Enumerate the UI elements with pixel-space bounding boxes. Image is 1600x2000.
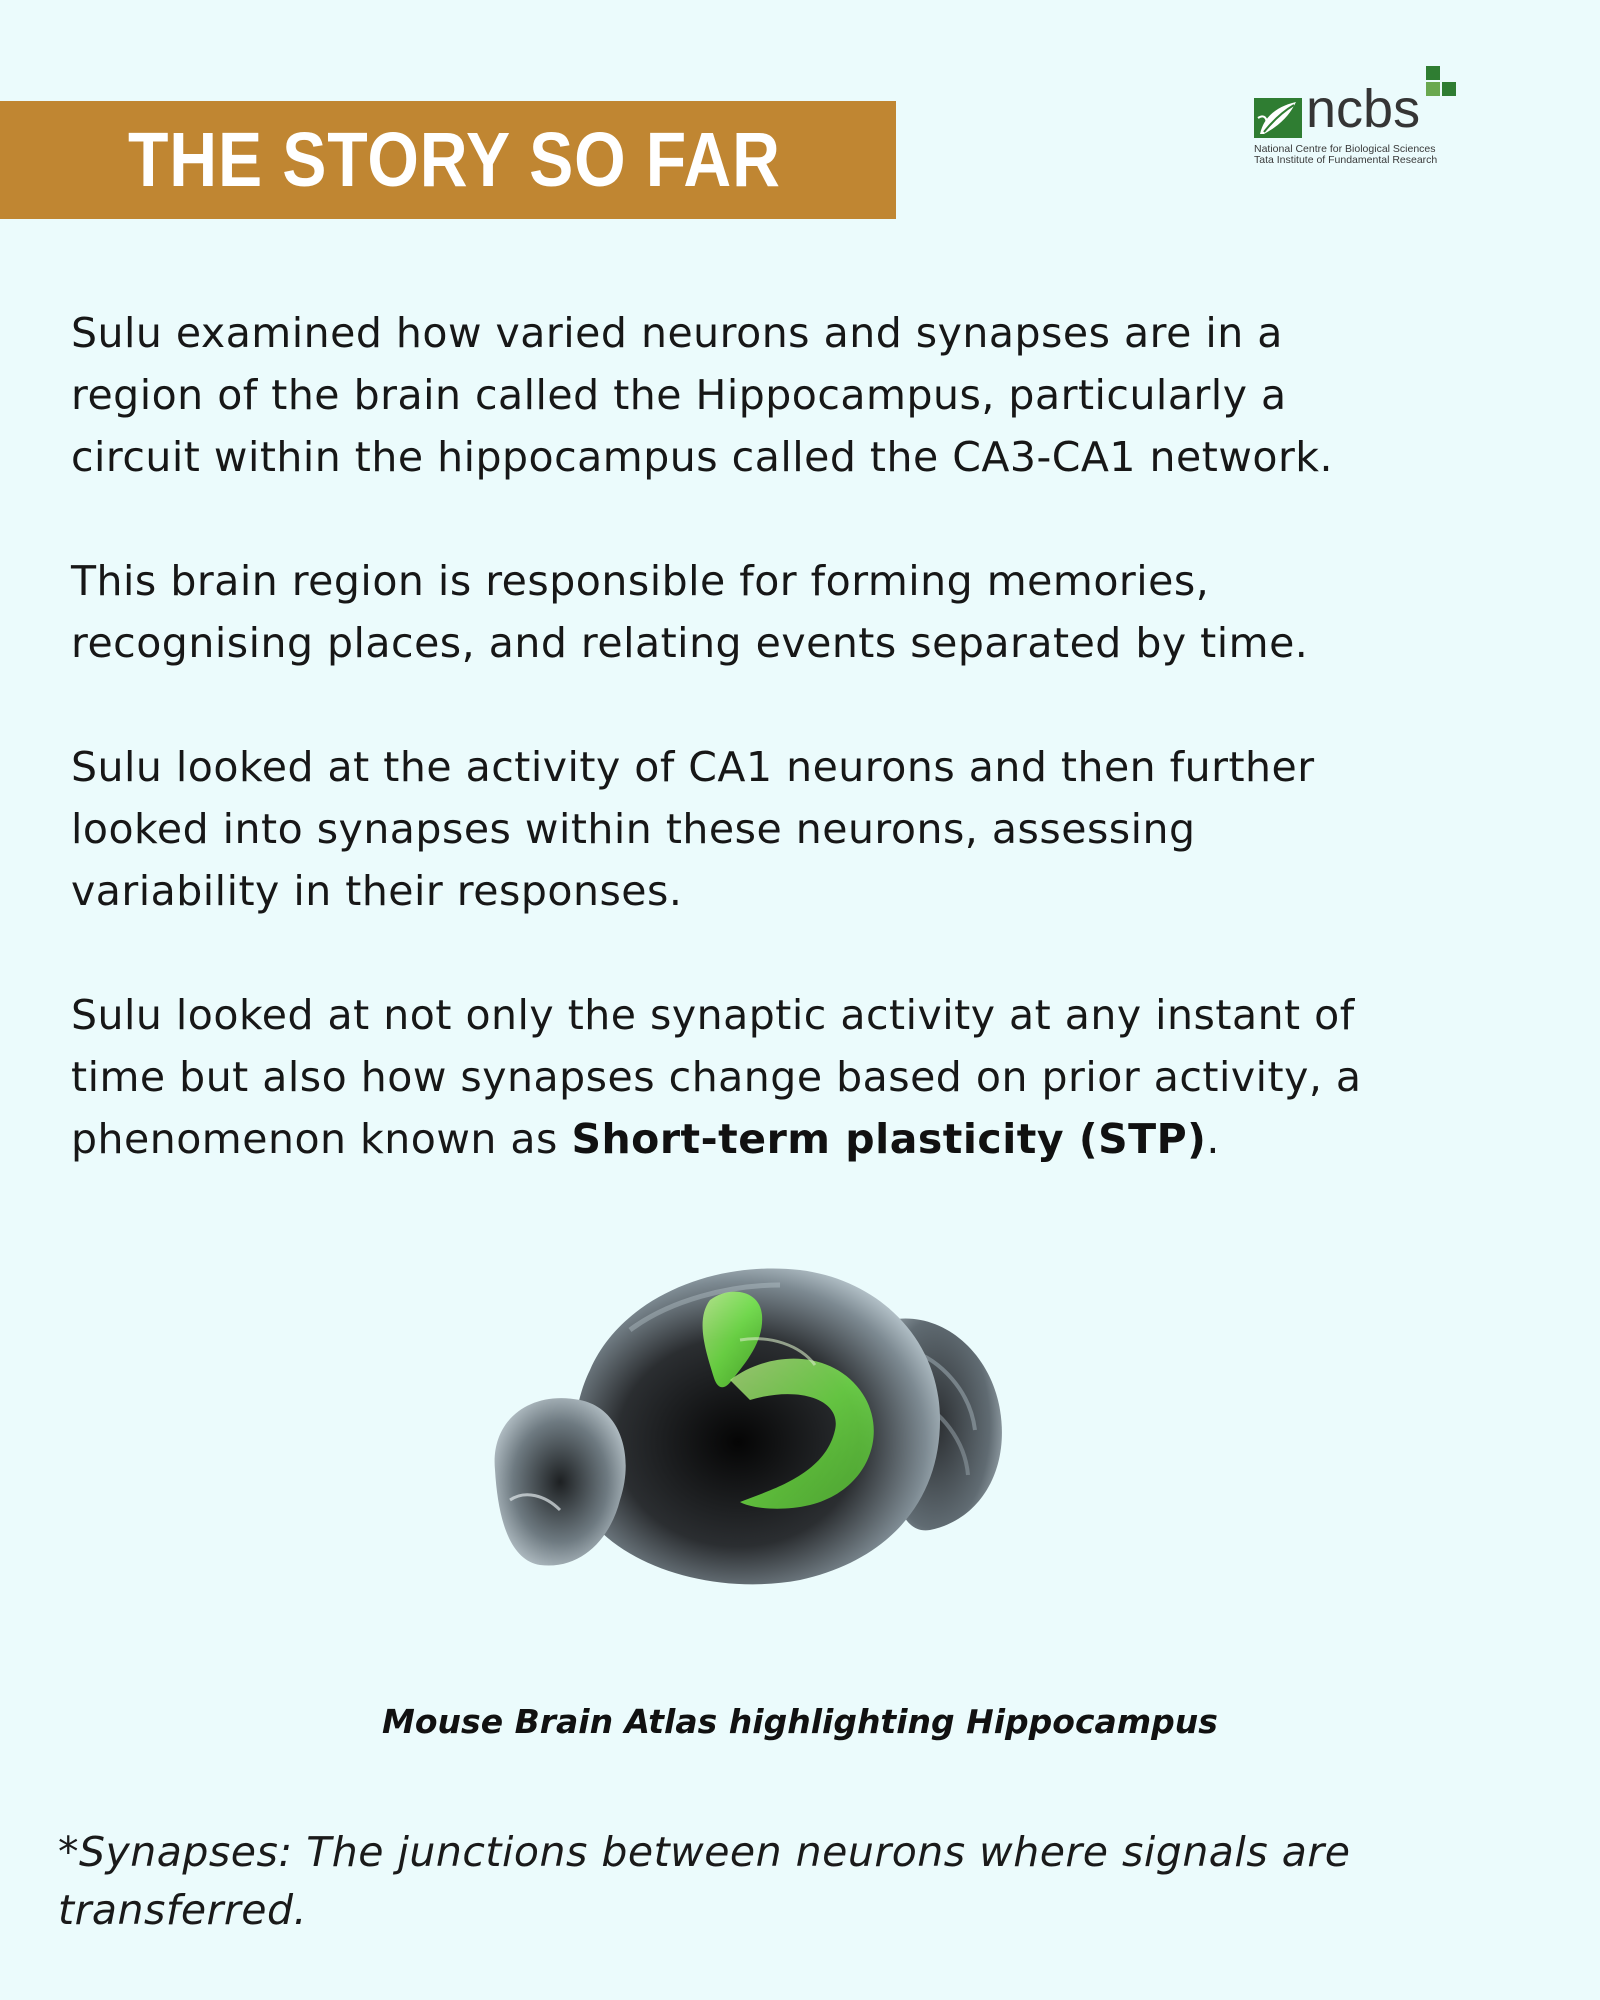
paragraph-line: Sulu looked at not only the synaptic activity at any instant of: [71, 991, 1355, 1039]
paragraph-4: [71, 984, 1551, 1170]
body-text: [71, 302, 1551, 1232]
logo-subtitle-line2: Tata Institute of Fundamental Research: [1254, 154, 1438, 166]
page-title: THE STORY SO FAR: [128, 117, 781, 203]
paragraph-line: recognising places, and relating events separated by time.: [71, 619, 1309, 667]
paragraph-line: Sulu examined how varied neurons and synapses are in a: [71, 309, 1283, 357]
ncbs-logo: [1250, 58, 1550, 168]
paragraph-2: [71, 550, 1551, 674]
logo-subtitle-line1: National Centre for Biological Sciences: [1254, 143, 1436, 155]
term-suffix: .: [1206, 1115, 1220, 1163]
paragraph-line: time but also how synapses change based on prior activity, a: [71, 1053, 1362, 1101]
stp-term: Short-term plasticity (STP): [571, 1115, 1207, 1163]
paragraph-3: [71, 736, 1551, 922]
paragraph-1: [71, 302, 1551, 488]
paragraph-line: looked into synapses within these neurons, assessing: [71, 805, 1196, 853]
paragraph-line: region of the brain called the Hippocampus, particularly a: [71, 371, 1287, 419]
footnote-line: transferred.: [58, 1886, 308, 1934]
paragraph-line: variability in their responses.: [71, 867, 683, 915]
olfactory-bulb-shape: [495, 1398, 626, 1565]
footnote: [58, 1823, 1558, 1939]
leaf-icon: [1254, 98, 1302, 142]
footnote-line: *Synapses: The junctions between neurons where signals are: [58, 1828, 1351, 1876]
mouse-brain-figure: [470, 1240, 1050, 1640]
paragraph-line: This brain region is responsible for forming memories,: [71, 557, 1210, 605]
figure-caption: Mouse Brain Atlas highlighting Hippocampus: [382, 1702, 1218, 1741]
logo-name: ncbs: [1306, 79, 1421, 139]
paragraph-line: Sulu looked at the activity of CA1 neurons and then further: [71, 743, 1315, 791]
paragraph-line: circuit within the hippocampus called the CA3-CA1 network.: [71, 433, 1334, 481]
term-prefix: phenomenon known as: [71, 1115, 572, 1163]
paragraph-line-with-term: [71, 1108, 1551, 1170]
